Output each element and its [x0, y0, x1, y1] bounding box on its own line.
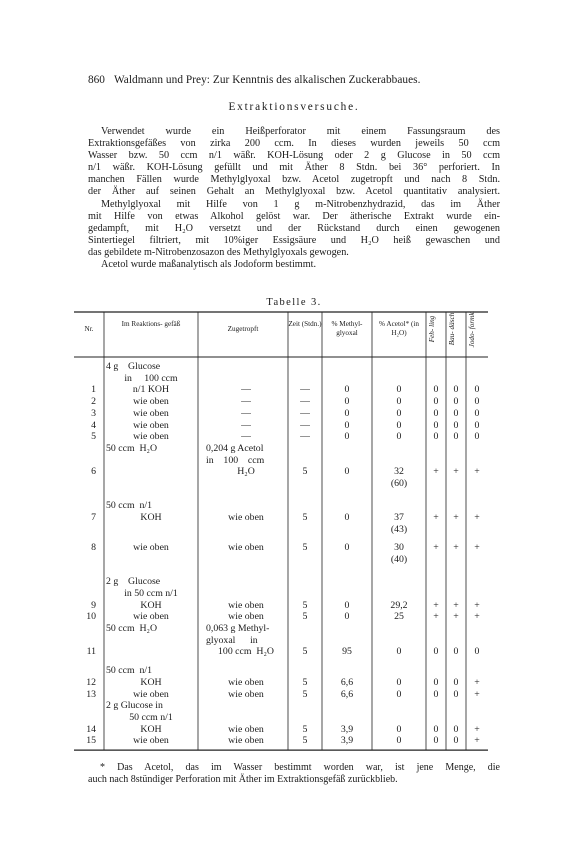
footnote-line: auch nach 8stündiger Perforation mit Äther im Extraktionsgefäß zurückblieb.: [88, 774, 398, 785]
cell-fehling: +: [433, 466, 439, 478]
cell-reaktionsgefaess: KOH: [140, 676, 162, 688]
cell-bassaeuch: +: [453, 611, 459, 623]
cell-reaktionsgefaess: wie oben: [133, 542, 169, 554]
cell-zugetropft: H₂O: [237, 466, 255, 478]
row-number: 6: [91, 466, 96, 478]
cell-acetol: 0: [396, 646, 402, 658]
cell-fehling: +: [433, 599, 439, 611]
header-jodoform: Jodo- formk.: [468, 310, 476, 348]
cell-zeit: 5: [302, 676, 308, 688]
header-fehling: Feh- ling: [428, 315, 436, 343]
cell-zugetropft: wie oben: [228, 688, 264, 700]
cell-zugetropft: wie oben: [228, 511, 264, 523]
cell-jodoform: 0: [474, 431, 480, 443]
cell-methylglyoxal: 3,9: [340, 723, 354, 735]
cell-reaktionsgefaess: in 50 ccm n/1: [124, 587, 178, 599]
cell-methylglyoxal: 0: [344, 384, 350, 396]
cell-zeit: 5: [302, 611, 308, 623]
cell-jodoform: +: [474, 599, 480, 611]
text-line: Wasser bzw. 50 ccm n/1 wäßr. KOH-Lösung oder 2 g Glucose in 50 ccm: [88, 150, 500, 162]
cell-fehling: +: [433, 511, 439, 523]
cell-zugetropft: —: [241, 384, 251, 396]
cell-acetol: 30: [394, 542, 404, 554]
cell-jodoform: +: [474, 688, 480, 700]
cell-reaktionsgefaess: 2 g Glucose in: [106, 700, 163, 712]
cell-bassaeuch: 0: [453, 407, 459, 419]
footnote: [88, 762, 500, 786]
cell-zugetropft: —: [241, 396, 251, 408]
cell-acetol: 37: [394, 511, 404, 523]
cell-methylglyoxal: 6,6: [340, 688, 354, 700]
cell-zugetropft: in 100 ccm: [206, 454, 265, 466]
cell-jodoform: 0: [474, 384, 480, 396]
cell-methylglyoxal: 0: [344, 466, 350, 478]
cell-methylglyoxal: 0: [344, 599, 350, 611]
cell-zugetropft: wie oben: [228, 676, 264, 688]
cell-zugetropft: 100 ccm H₂O: [218, 646, 274, 658]
header-bassaeuch: Bau- däsch: [448, 312, 456, 346]
cell-jodoform: 0: [474, 407, 480, 419]
section-title: Extraktionsversuche.: [228, 101, 360, 113]
cell-acetol: 0: [396, 384, 402, 396]
row-number: 4: [91, 419, 96, 431]
body-text: [88, 126, 500, 271]
header-acetol: % Acetol* (in H₂O): [379, 320, 419, 337]
cell-bassaeuch: +: [453, 466, 459, 478]
text-line: Acetol wurde maßanalytisch als Jodoform bestimmt.: [101, 259, 317, 271]
cell-bassaeuch: 0: [453, 384, 459, 396]
cell-acetol: 0: [396, 396, 402, 408]
cell-acetol: 0: [396, 407, 402, 419]
row-number: 15: [86, 735, 96, 747]
cell-reaktionsgefaess: 50 ccm H₂O: [106, 442, 158, 454]
cell-methylglyoxal: 0: [344, 611, 350, 623]
cell-reaktionsgefaess: n/1 KOH: [132, 384, 170, 396]
cell-methylglyoxal: 6,6: [340, 676, 354, 688]
cell-acetol: 32: [394, 466, 404, 478]
text-line: Extraktionsgefäßes von zirka 200 ccm. In dieses wurden jeweils 50 ccm: [88, 138, 500, 150]
cell-zeit: —: [300, 384, 310, 396]
cell-zeit: 5: [302, 735, 308, 747]
text-line: manchen Fällen wurde Methylglyoxal bzw. Acetol zugetropft und nach 8 Stdn.: [88, 174, 500, 186]
cell-zeit: 5: [302, 511, 308, 523]
cell-jodoform: +: [474, 611, 480, 623]
cell-zeit: 5: [302, 723, 308, 735]
cell-bassaeuch: +: [453, 599, 459, 611]
cell-acetol: (60): [390, 478, 408, 489]
cell-acetol: 0: [396, 735, 402, 747]
row-number: 13: [86, 688, 96, 700]
cell-bassaeuch: 0: [453, 723, 459, 735]
cell-jodoform: 0: [474, 419, 480, 431]
cell-acetol: 29,2: [390, 599, 408, 611]
row-number: 11: [86, 646, 96, 658]
header-methylglyoxal: % Methyl- glyoxal: [331, 320, 363, 337]
cell-reaktionsgefaess: 2 g Glucose: [106, 576, 161, 588]
cell-fehling: 0: [433, 431, 439, 443]
page-number: 860: [88, 74, 105, 86]
header-nr: Nr.: [84, 325, 94, 333]
cell-methylglyoxal: 0: [344, 396, 350, 408]
cell-methylglyoxal: 0: [344, 511, 350, 523]
cell-methylglyoxal: 0: [344, 419, 350, 431]
cell-bassaeuch: 0: [453, 688, 459, 700]
cell-bassaeuch: 0: [453, 396, 459, 408]
row-number: 3: [91, 407, 96, 419]
row-number: 5: [91, 431, 96, 443]
cell-reaktionsgefaess: wie oben: [133, 396, 169, 408]
cell-zugetropft: 0,204 g Acetol: [206, 442, 264, 454]
cell-fehling: 0: [433, 735, 439, 747]
cell-fehling: 0: [433, 646, 439, 658]
text-line: das gebildete m-Nitrobenzosazon des Methylglyoxals gewogen.: [88, 246, 349, 258]
cell-methylglyoxal: 0: [344, 542, 350, 554]
cell-acetol: 0: [396, 431, 402, 443]
footnote-line: * Das Acetol, das im Wasser bestimmt worden war, ist jene Menge, die: [100, 762, 500, 773]
cell-zeit: 5: [302, 466, 308, 478]
cell-acetol: (40): [390, 554, 408, 566]
cell-fehling: 0: [433, 407, 439, 419]
cell-reaktionsgefaess: in 100 ccm: [124, 372, 178, 384]
cell-acetol: 25: [394, 611, 404, 623]
cell-methylglyoxal: 0: [344, 407, 350, 419]
cell-zeit: 5: [302, 542, 308, 554]
cell-bassaeuch: 0: [453, 646, 459, 658]
text-line: Verwendet wurde ein Heißperforator mit einem Fassungsraum des: [101, 126, 500, 137]
text-line: mit Hilfe von etwas Alkohol gelöst war. Der ätherische Extrakt wurde ein-: [88, 210, 500, 222]
cell-reaktionsgefaess: KOH: [140, 511, 162, 523]
cell-fehling: 0: [433, 676, 439, 688]
cell-reaktionsgefaess: wie oben: [133, 735, 169, 747]
cell-zugetropft: wie oben: [228, 542, 264, 554]
cell-reaktionsgefaess: 50 ccm n/1: [106, 665, 152, 677]
cell-reaktionsgefaess: 50 ccm n/1: [106, 500, 152, 512]
cell-zugetropft: —: [241, 407, 251, 419]
cell-reaktionsgefaess: 4 g Glucose: [106, 361, 161, 372]
cell-methylglyoxal: 0: [344, 431, 350, 443]
text-line: der Äther auf seinen Gehalt an Methylglyoxal bzw. Acetol quantitativ analysiert.: [88, 186, 500, 198]
cell-jodoform: 0: [474, 646, 480, 658]
header-reaktionsgefaess: Im Reaktions- gefäß: [121, 320, 181, 328]
header-zeit: Zeit (Stdn.): [288, 320, 322, 328]
row-number: 2: [91, 396, 96, 408]
cell-bassaeuch: 0: [453, 735, 459, 747]
cell-fehling: 0: [433, 723, 439, 735]
row-number: 10: [86, 611, 96, 623]
cell-reaktionsgefaess: wie oben: [133, 688, 169, 700]
cell-bassaeuch: +: [453, 542, 459, 554]
cell-reaktionsgefaess: 50 ccm H₂O: [106, 623, 158, 635]
cell-reaktionsgefaess: wie oben: [133, 611, 169, 623]
cell-zeit: —: [300, 419, 310, 431]
cell-fehling: 0: [433, 419, 439, 431]
cell-zugetropft: glyoxal in: [206, 634, 258, 646]
cell-zugetropft: wie oben: [228, 735, 264, 747]
cell-jodoform: +: [474, 466, 480, 478]
cell-bassaeuch: 0: [453, 419, 459, 431]
cell-jodoform: +: [474, 676, 480, 688]
cell-zugetropft: 0,063 g Methyl-: [206, 623, 270, 635]
cell-zeit: 5: [302, 688, 308, 700]
cell-bassaeuch: 0: [453, 676, 459, 688]
cell-fehling: +: [433, 542, 439, 554]
cell-zugetropft: wie oben: [228, 723, 264, 735]
cell-acetol: 0: [396, 688, 402, 700]
cell-zugetropft: wie oben: [228, 611, 264, 623]
cell-zugetropft: wie oben: [228, 599, 264, 611]
text-line: gedampft, mit H₂O versetzt und der Rückstand durch einen gewogenen: [88, 222, 500, 234]
cell-methylglyoxal: 95: [342, 646, 352, 658]
cell-fehling: 0: [433, 396, 439, 408]
cell-fehling: 0: [433, 384, 439, 396]
cell-zeit: —: [300, 431, 310, 443]
row-number: 14: [86, 723, 96, 735]
text-line: Sintertiegel filtriert, mit 10%iger Essigsäure und H₂O heiß gewaschen und: [88, 234, 500, 246]
cell-reaktionsgefaess: wie oben: [133, 419, 169, 431]
header-zugetropft: Zugetropft: [227, 325, 259, 333]
cell-jodoform: 0: [474, 396, 480, 408]
cell-zeit: —: [300, 407, 310, 419]
row-number: 7: [91, 511, 96, 523]
row-number: 1: [91, 384, 96, 396]
cell-zeit: 5: [302, 599, 308, 611]
cell-fehling: 0: [433, 688, 439, 700]
cell-acetol: (43): [390, 523, 408, 535]
cell-reaktionsgefaess: wie oben: [133, 431, 169, 443]
text-line: n/1 wäßr. KOH-Lösung gefüllt und mit Äther 8 Stdn. bei 36° perforiert. In: [88, 162, 500, 174]
cell-acetol: 0: [396, 676, 402, 688]
cell-reaktionsgefaess: wie oben: [133, 407, 169, 419]
cell-methylglyoxal: 3,9: [340, 735, 354, 747]
data-table: [74, 311, 510, 754]
row-number: 9: [91, 599, 96, 611]
cell-jodoform: +: [474, 723, 480, 735]
row-number: 8: [91, 542, 96, 554]
cell-jodoform: +: [474, 542, 480, 554]
cell-reaktionsgefaess: KOH: [140, 599, 162, 611]
cell-zeit: 5: [302, 646, 308, 658]
cell-reaktionsgefaess: 50 ccm n/1: [129, 712, 173, 723]
cell-reaktionsgefaess: KOH: [140, 723, 162, 735]
text-line: Methylglyoxal mit Hilfe von 1 g m-Nitrobenzhydrazid, das im Äther: [101, 198, 500, 210]
cell-jodoform: +: [474, 735, 480, 747]
cell-zeit: —: [300, 396, 310, 408]
cell-zugetropft: —: [241, 431, 251, 443]
cell-jodoform: +: [474, 511, 480, 523]
cell-fehling: +: [433, 611, 439, 623]
running-title: Waldmann und Prey: Zur Kenntnis des alkalischen Zuckerabbaues.: [114, 74, 421, 86]
cell-zugetropft: —: [241, 419, 251, 431]
cell-bassaeuch: 0: [453, 431, 459, 443]
table-caption: Tabelle 3.: [266, 297, 322, 308]
cell-acetol: 0: [396, 723, 402, 735]
cell-bassaeuch: +: [453, 511, 459, 523]
row-number: 12: [86, 676, 96, 688]
cell-acetol: 0: [396, 419, 402, 431]
